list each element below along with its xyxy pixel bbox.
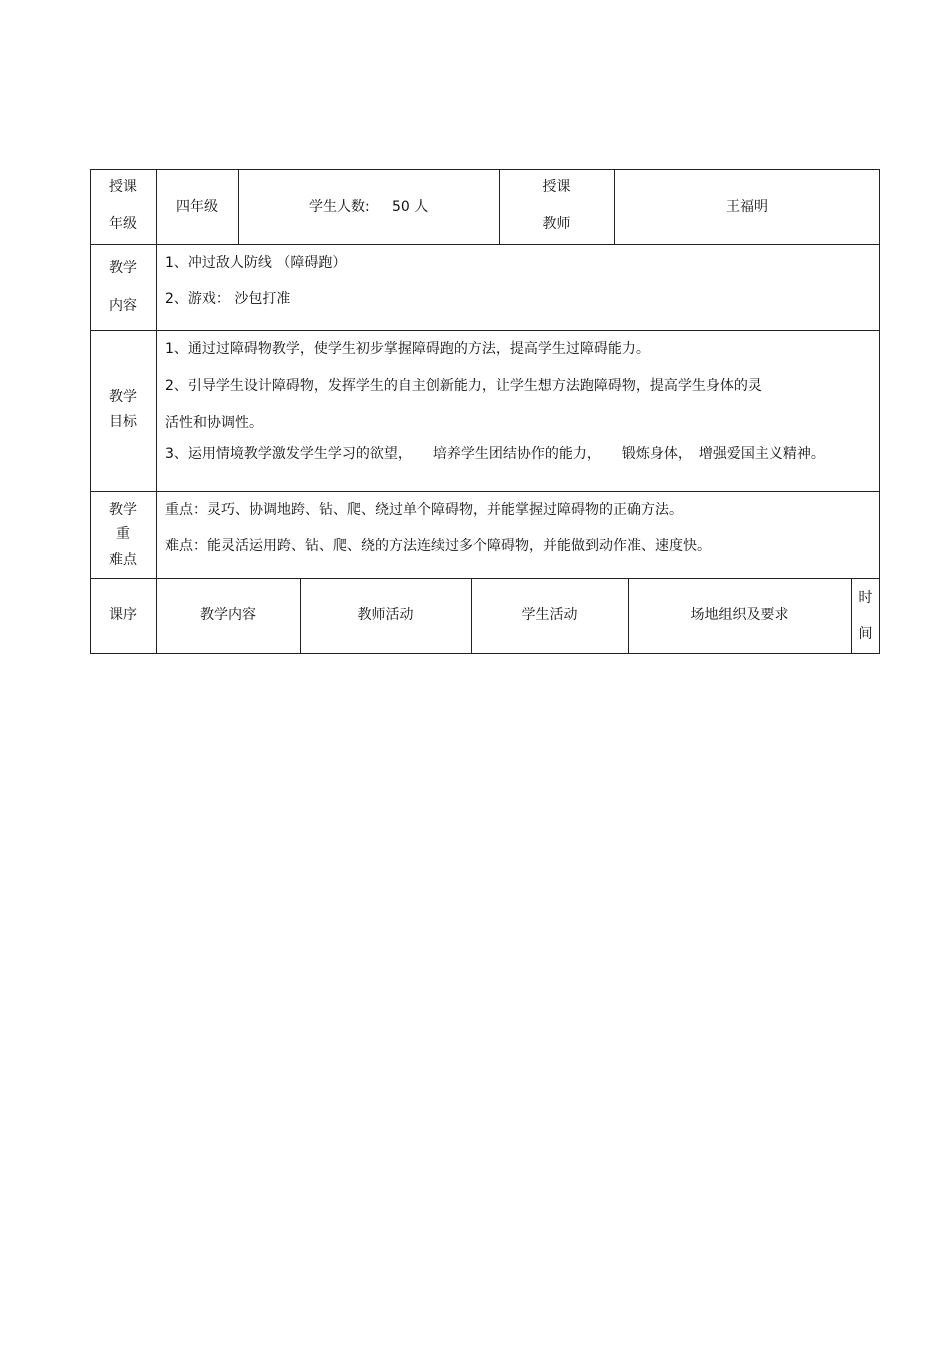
objective-line: 1、通过过障碍物教学，使学生初步掌握障碍跑的方法，提高学生过障碍能力。 bbox=[165, 341, 650, 357]
key-point: 重点：灵巧、协调地跨、钻、爬、绕过单个障碍物，并能掌握过障碍物的正确方法。 bbox=[165, 502, 683, 518]
grade-label: 年级 bbox=[109, 216, 137, 232]
column-header-venue: 场地组织及要求 bbox=[690, 607, 789, 623]
key-points-label: 难点 bbox=[109, 552, 137, 568]
content-label: 内容 bbox=[109, 298, 137, 314]
objectives-label: 目标 bbox=[109, 414, 137, 430]
students-label: 学生人数: bbox=[309, 199, 370, 215]
key-points-label: 重 bbox=[116, 526, 130, 542]
row-divider bbox=[90, 491, 880, 492]
column-header-time: 间 bbox=[858, 626, 873, 642]
row-divider bbox=[90, 330, 880, 331]
column-divider bbox=[238, 169, 239, 245]
content-item: 2、游戏： 沙包打准 bbox=[165, 291, 291, 307]
teacher-label: 教师 bbox=[542, 216, 571, 232]
lesson-plan-table bbox=[90, 169, 880, 654]
column-divider bbox=[156, 169, 157, 654]
key-points-label: 教学 bbox=[109, 502, 137, 518]
column-header-teaching-content: 教学内容 bbox=[200, 607, 256, 623]
objectives-label: 教学 bbox=[109, 389, 137, 405]
objective-line: 3、运用情境教学激发学生学习的欲望， 培养学生团结协作的能力， 锻炼身体， 增强爱国主义精神。 bbox=[165, 446, 825, 462]
teacher-value: 王福明 bbox=[726, 199, 768, 215]
teacher-label: 授课 bbox=[542, 179, 571, 195]
row-divider bbox=[90, 578, 880, 579]
content-item: 1、冲过敌人防线 （障碍跑） bbox=[165, 255, 347, 271]
column-header-student-activity: 学生活动 bbox=[521, 607, 578, 623]
students-value: 50 人 bbox=[392, 199, 429, 215]
column-header-teacher-activity: 教师活动 bbox=[357, 607, 414, 623]
grade-label: 授课 bbox=[109, 179, 137, 195]
column-header-time: 时 bbox=[858, 590, 873, 606]
grade-value: 四年级 bbox=[176, 199, 218, 215]
objective-line: 2、引导学生设计障碍物，发挥学生的自主创新能力，让学生想方法跑障碍物，提高学生身体的灵 bbox=[165, 378, 762, 394]
row-divider bbox=[90, 244, 880, 245]
objective-line: 活性和协调性。 bbox=[165, 415, 263, 431]
column-header-sequence: 课序 bbox=[109, 607, 137, 623]
content-label: 教学 bbox=[109, 260, 137, 276]
difficult-point: 难点：能灵活运用跨、钻、爬、绕的方法连续过多个障碍物，并能做到动作准、速度快。 bbox=[165, 538, 711, 554]
